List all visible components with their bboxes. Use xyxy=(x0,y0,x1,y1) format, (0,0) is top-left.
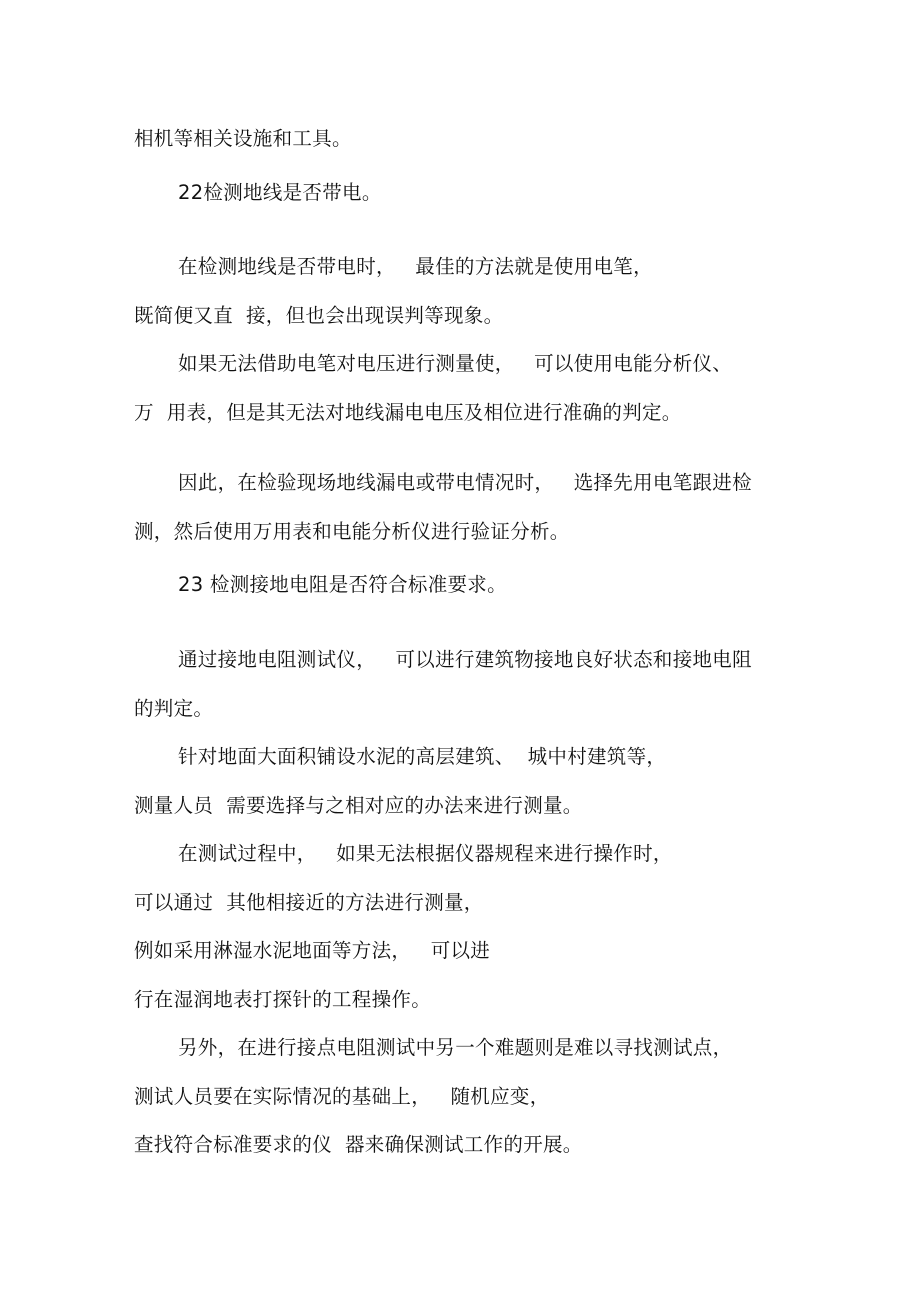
text-line: 另外，在进行接点电阻测试中另一个难题则是难以寻找测试点， xyxy=(178,1036,733,1059)
text-line: 行在湿润地表打探针的工程操作。 xyxy=(134,988,432,1011)
text-line: 的判定。 xyxy=(134,697,214,720)
text-line: 在测试过程中， 如果无法根据仪器规程来进行操作时， xyxy=(178,842,673,865)
text-line: 如果无法借助电笔对电压进行测量使， 可以使用电能分析仪、 xyxy=(178,352,733,375)
section-heading: 23 检测接地电阻是否符合标准要求。 xyxy=(178,573,507,596)
text-line: 测试人员要在实际情况的基础上， 随机应变， xyxy=(134,1085,550,1108)
section-heading: 22检测地线是否带电。 xyxy=(178,181,382,204)
text-line: 针对地面大面积铺设水泥的高层建筑、 城中村建筑等， xyxy=(178,745,667,768)
text-line: 可以通过 其他相接近的方法进行测量， xyxy=(134,891,484,914)
text-line: 通过接地电阻测试仪， 可以进行建筑物接地良好状态和接地电阻 xyxy=(178,648,752,671)
text-line: 查找符合标准要求的仪 器来确保测试工作的开展。 xyxy=(134,1133,583,1156)
text-line: 既简便又直 接，但也会出现误判等现象。 xyxy=(134,304,504,327)
text-line: 在检测地线是否带电时， 最佳的方法就是使用电笔， xyxy=(178,255,653,278)
text-line: 例如采用淋湿水泥地面等方法， 可以进 xyxy=(134,939,491,962)
text-line: 因此，在检验现场地线漏电或带电情况时， 选择先用电笔跟进检 xyxy=(178,471,752,494)
text-line: 测，然后使用万用表和电能分析仪进行验证分析。 xyxy=(134,520,570,543)
text-line: 测量人员 需要选择与之相对应的办法来进行测量。 xyxy=(134,794,583,817)
text-line: 相机等相关设施和工具。 xyxy=(134,127,352,150)
text-line: 万 用表，但是其无法对地线漏电电压及相位进行准确的判定。 xyxy=(134,401,682,424)
